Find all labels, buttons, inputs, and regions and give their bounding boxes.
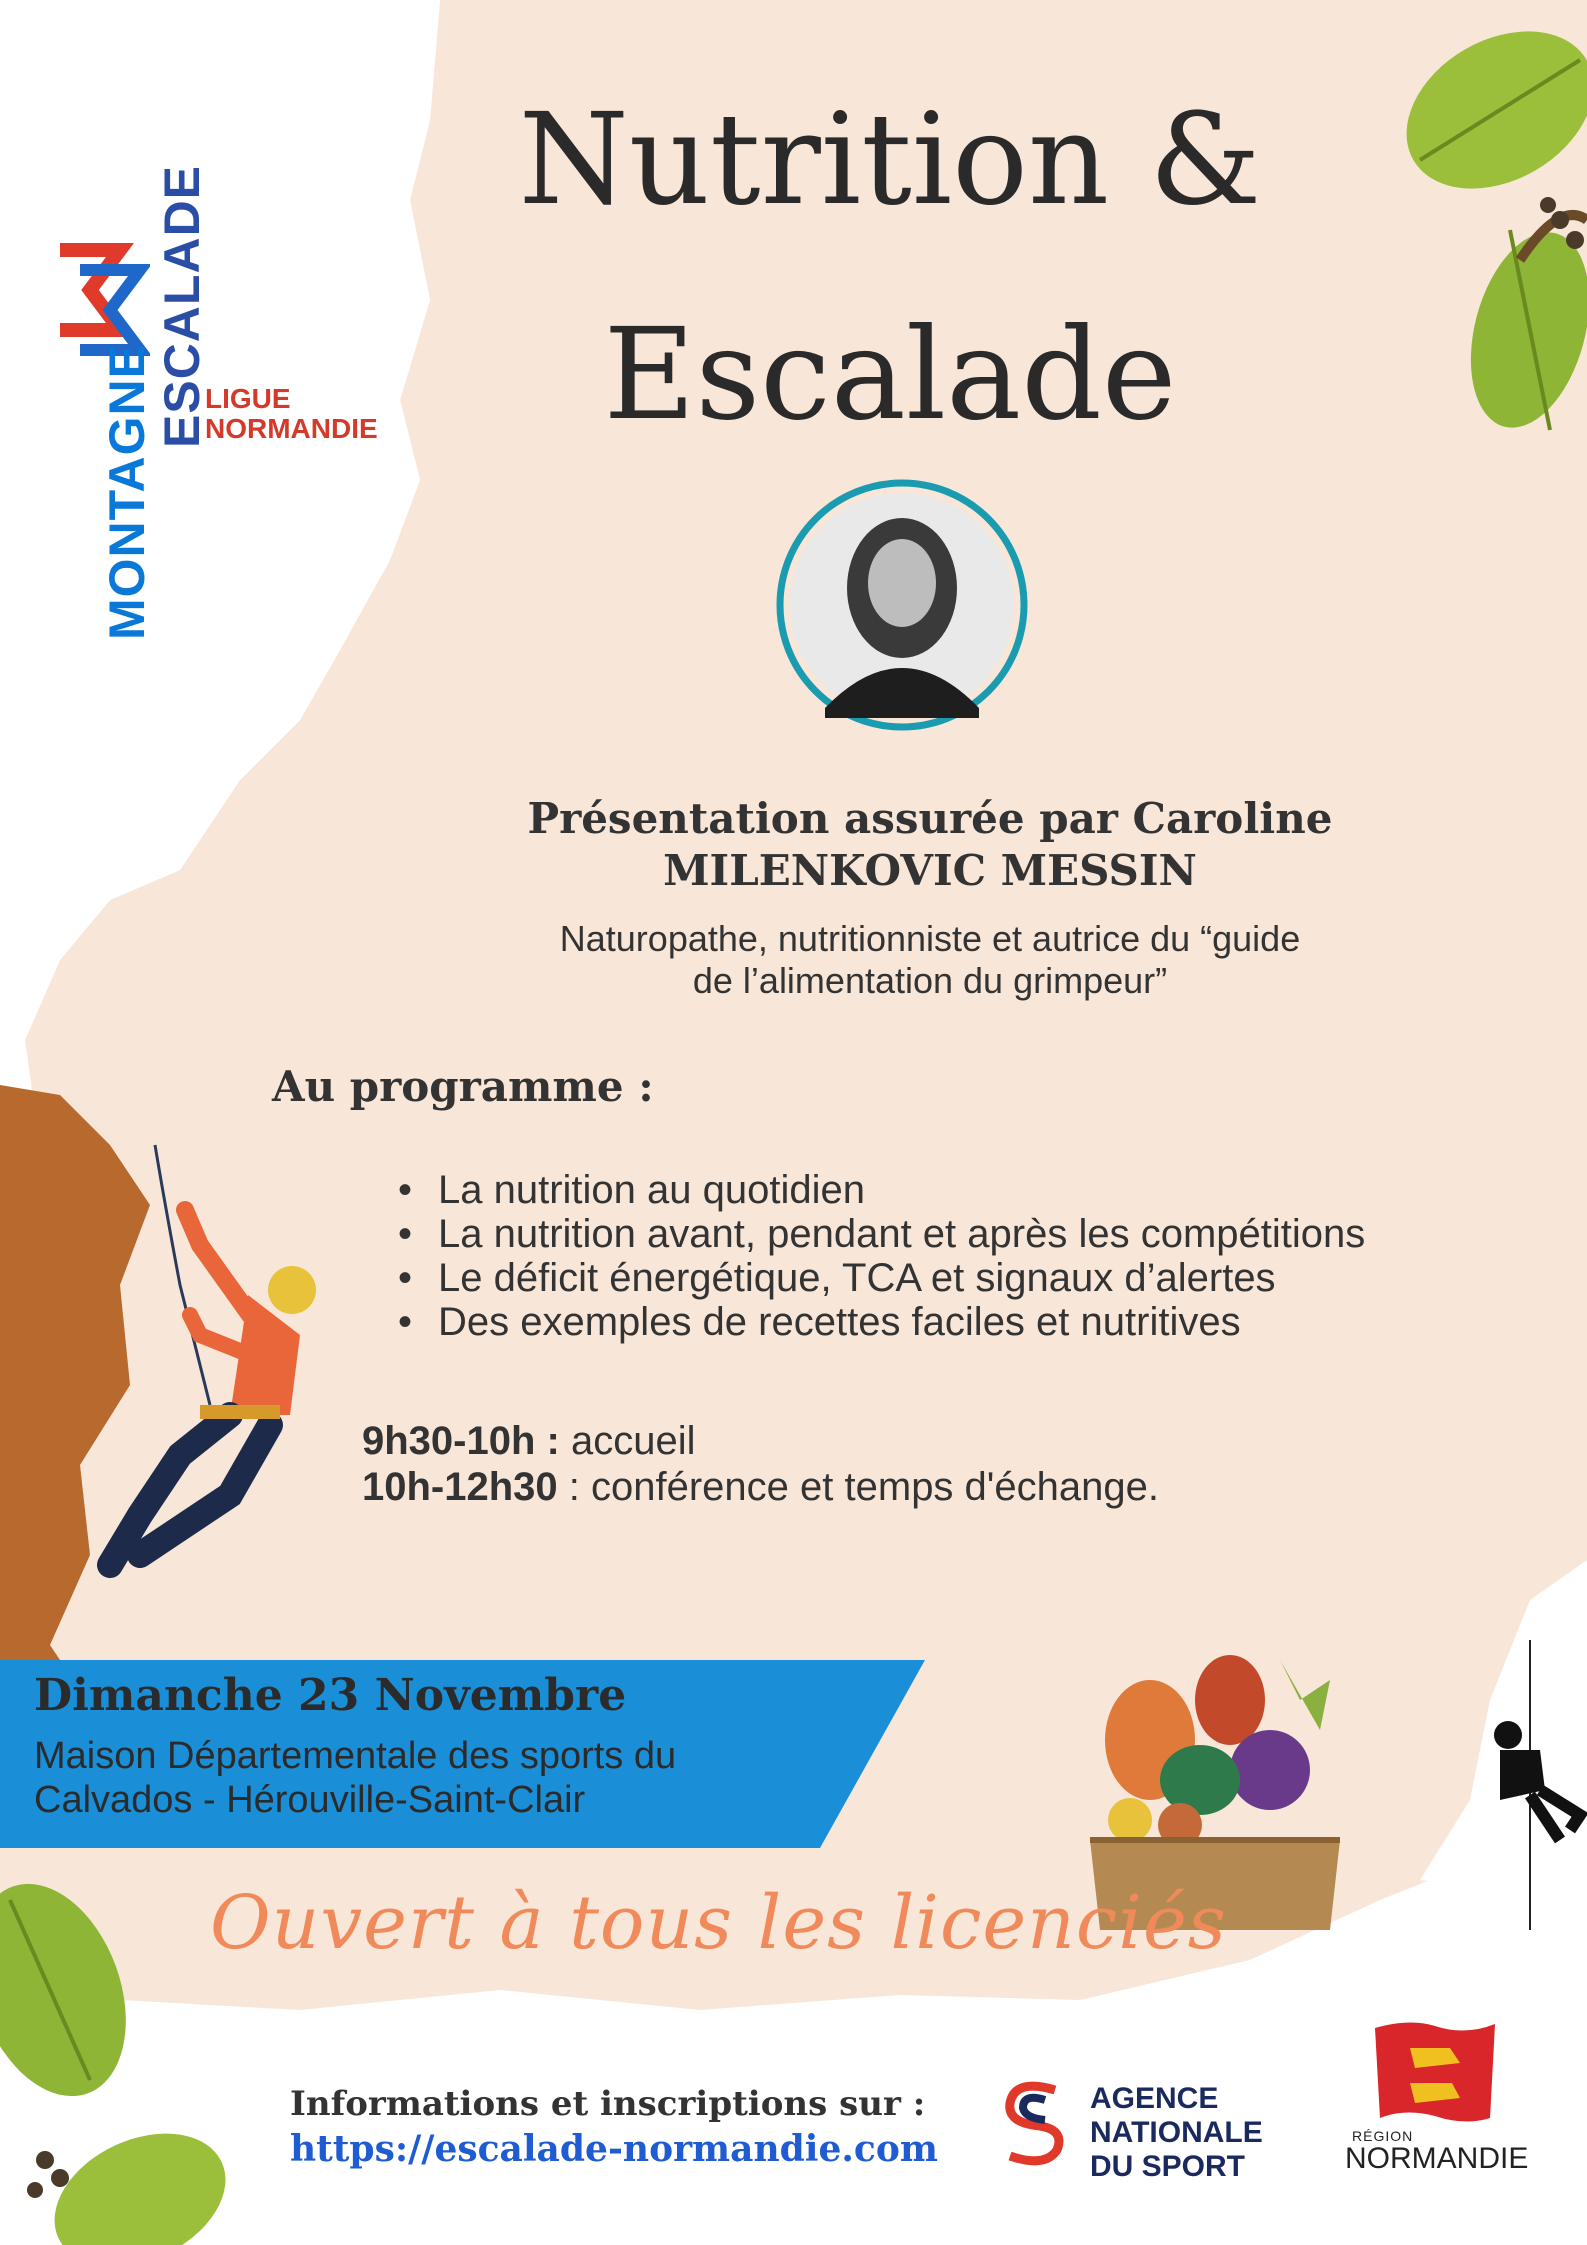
logo-ligue: LIGUE bbox=[205, 383, 291, 414]
ans-line3: DU SPORT bbox=[1090, 2150, 1246, 2183]
logo-normandie: NORMANDIE bbox=[205, 413, 378, 444]
logo-chevron-icon bbox=[50, 240, 150, 360]
schedule-time: 9h30-10h : bbox=[362, 1419, 560, 1463]
event-date: Dimanche 23 Novembre bbox=[34, 1670, 627, 1721]
address-line1: Maison Départementale des sports du bbox=[34, 1735, 677, 1777]
logo-text-montagne: MONTAGNE bbox=[99, 344, 155, 640]
presenter-desc-line2: de l’alimentation du grimpeur” bbox=[692, 960, 1168, 1001]
page-title-line1: Nutrition & bbox=[518, 86, 1262, 233]
presenter-desc-line1: Naturopathe, nutritionniste et autrice du “guide bbox=[559, 918, 1301, 959]
website-link[interactable]: https://escalade-normandie.com bbox=[290, 2128, 938, 2170]
ans-logo-text bbox=[1090, 2082, 1263, 2184]
info-text: Informations et inscriptions sur : bbox=[290, 2084, 926, 2124]
region-text: NORMANDIE bbox=[1345, 2142, 1529, 2175]
program-list bbox=[398, 1168, 1365, 1344]
event-address bbox=[34, 1734, 676, 1822]
portrait-photo bbox=[775, 478, 1029, 732]
program-title: Au programme : bbox=[272, 1062, 654, 1111]
logo-text-ligue bbox=[205, 384, 378, 444]
list-item: • La nutrition au quotidien bbox=[398, 1168, 1365, 1212]
address-line2: Calvados - Hérouville-Saint-Clair bbox=[34, 1779, 586, 1821]
page-title-line2: Escalade bbox=[603, 301, 1177, 448]
ans-line1: AGENCE bbox=[1090, 2082, 1219, 2115]
schedule-label: accueil bbox=[559, 1419, 696, 1463]
rappel-climber-icon bbox=[1470, 1640, 1587, 1970]
schedule-time: 10h-12h30 bbox=[362, 1465, 558, 1509]
list-item: • Le déficit énergétique, TCA et signaux d’alertes bbox=[398, 1256, 1365, 1300]
schedule-label: : conférence et temps d'échange. bbox=[557, 1465, 1160, 1509]
region-small-text: RÉGION bbox=[1352, 2128, 1414, 2144]
schedule-line1 bbox=[362, 1418, 695, 1464]
ans-logo-icon bbox=[995, 2078, 1075, 2168]
normandy-lions-icon bbox=[1370, 2018, 1500, 2128]
open-to-text: Ouvert à tous les licenciés bbox=[210, 1880, 1227, 1966]
schedule-line2 bbox=[362, 1464, 1159, 1510]
climber-illustration bbox=[0, 1085, 340, 1675]
list-item: • La nutrition avant, pendant et après les compétitions bbox=[398, 1212, 1365, 1256]
ans-line2: NATIONALE bbox=[1090, 2116, 1263, 2149]
logo-text-escalade: ESCALADE bbox=[154, 164, 210, 448]
presenter-line1: Présentation assurée par Caroline bbox=[527, 794, 1333, 843]
presenter-name: MILENKOVIC MESSIN bbox=[663, 846, 1197, 895]
list-item: • Des exemples de recettes faciles et nutritives bbox=[398, 1300, 1365, 1344]
